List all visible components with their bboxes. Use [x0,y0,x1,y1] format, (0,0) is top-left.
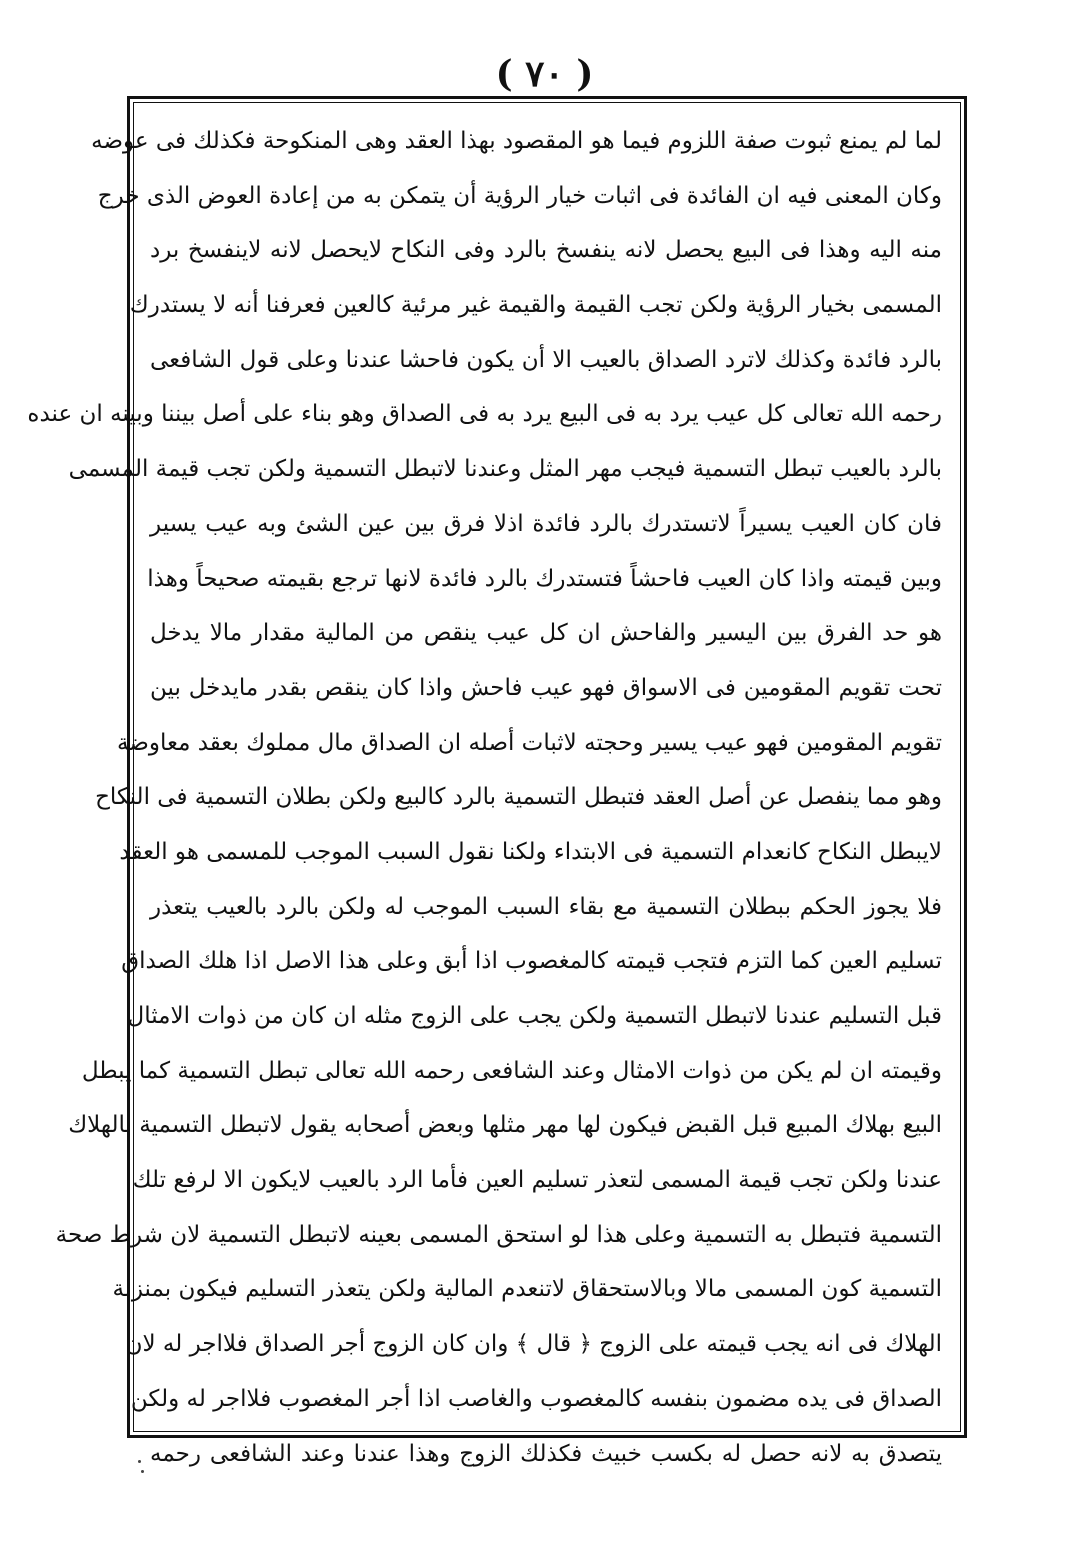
page-number: ( ٧٠ ) [495,53,594,95]
text-line: فلا يجوز الحكم ببطلان التسمية مع بقاء السبب الموجب له ولكن بالرد بالعيب يتعذر [150,893,942,920]
text-line: بالرد بالعيب تبطل التسمية فيجب مهر المثل وعندنا لاتبطل التسمية ولكن تجب قيمة المسمى [68,456,942,483]
text-line: تقويم المقومين فهو عيب يسير وحجته لاثبات أصله ان الصداق مال مملوك بعقد معاوضة [117,729,942,756]
text-line: التسمية كون المسمى مالا وبالاستحقاق لاتنعدم المالية ولكن يتعذر التسليم فيكون بمنزلة [112,1276,942,1303]
scan-speck [141,1470,144,1473]
body-text [27,114,942,1467]
text-line: التسمية فتبطل به التسمية وعلى هذا لو استحق المسمى بعينه لاتبطل التسمية لان شرط صحة [55,1221,942,1248]
text-line: المسمى بخيار الرؤية ولكن تجب القيمة والقيمة غير مرئية كالعين فعرفنا أنه لا يستدرك [129,292,942,319]
text-line: رحمه الله تعالى كل عيب يرد به فى البيع يرد به فى الصداق وهو بناء على أصل بيننا وبينه ان عنده [27,401,942,428]
text-line: وبين قيمته واذا كان العيب فاحشاً فتستدرك بالرد فائدة لانها ترجع بقيمته صحيحاً وهذا [147,565,942,592]
text-line: وهو مما ينفصل عن أصل العقد فتبطل التسمية بالرد كالبيع ولكن بطلان التسمية فى النكاح [95,784,942,811]
text-line: الصداق فى يده مضمون بنفسه كالمغصوب والغاصب اذا أجر المغصوب فلااجر له ولكن [130,1385,942,1412]
text-line: بالرد فائدة وكذلك لاترد الصداق بالعيب الا أن يكون فاحشا عندنا وعلى قول الشافعى [150,346,942,373]
text-line: يتصدق به لانه حصل له بكسب خبيث فكذلك الزوج وهذا عندنا وعند الشافعى رحمه [150,1440,942,1467]
text-line: تحت تقويم المقومين فى الاسواق فهو عيب فاحش واذا كان ينقص بقدر مايدخل بين [150,674,942,701]
text-line: البيع بهلاك المبيع قبل القبض فيكون لها مهر مثلها وبعض أصحابه يقول لاتبطل التسمية بالهلاك [68,1112,942,1139]
text-line: لايبطل النكاح كانعدام التسمية فى الابتداء ولكنا نقول السبب الموجب للمسمى هو العقد [119,838,942,865]
text-line: لما لم يمنع ثبوت صفة اللزوم فيما هو المقصود بهذا العقد وهى المنكوحة فكذلك فى عوضه [91,128,942,154]
text-line: فان كان العيب يسيراً لاتستدرك بالرد فائدة اذلا فرق بين عين الشئ وبه عيب يسير [150,510,942,537]
text-line: قبل التسليم عندنا لاتبطل التسمية ولكن يجب على الزوج مثله ان كان من ذوات الامثال [127,1003,942,1029]
text-line: تسليم العين كما التزم فتجب قيمته كالمغصوب اذا أبق وعلى هذا الاصل اذا هلك الصداق [121,948,942,975]
text-line: الهلاك فى انه يجب قيمته على الزوج ﴿ قال ﴾ وان كان الزوج أجر الصداق فلااجر له لان [125,1331,942,1358]
text-line: عندنا ولكن تجب قيمة المسمى لتعذر تسليم العين فأما الرد بالعيب لايكون الا لرفع تلك [132,1167,942,1194]
text-line: وكان المعنى فيه ان الفائدة فى اثبات خيار الرؤية أن يتمكن به من إعادة العوض الذى خرج [97,182,942,209]
text-line: هو حد الفرق بين اليسير والفاحش ان كل عيب ينقص من المالية مقدار مالا يدخل [150,620,942,647]
text-line: وقيمته ان لم يكن من ذوات الامثال وعند الشافعى رحمه الله تعالى تبطل التسمية كما يبطل [81,1057,942,1084]
text-line: منه اليه وهذا فى البيع يحصل لانه ينفسخ بالرد وفى النكاح لايحصل لانه لاينفسخ برد [150,237,942,264]
scan-speck [138,1460,141,1463]
